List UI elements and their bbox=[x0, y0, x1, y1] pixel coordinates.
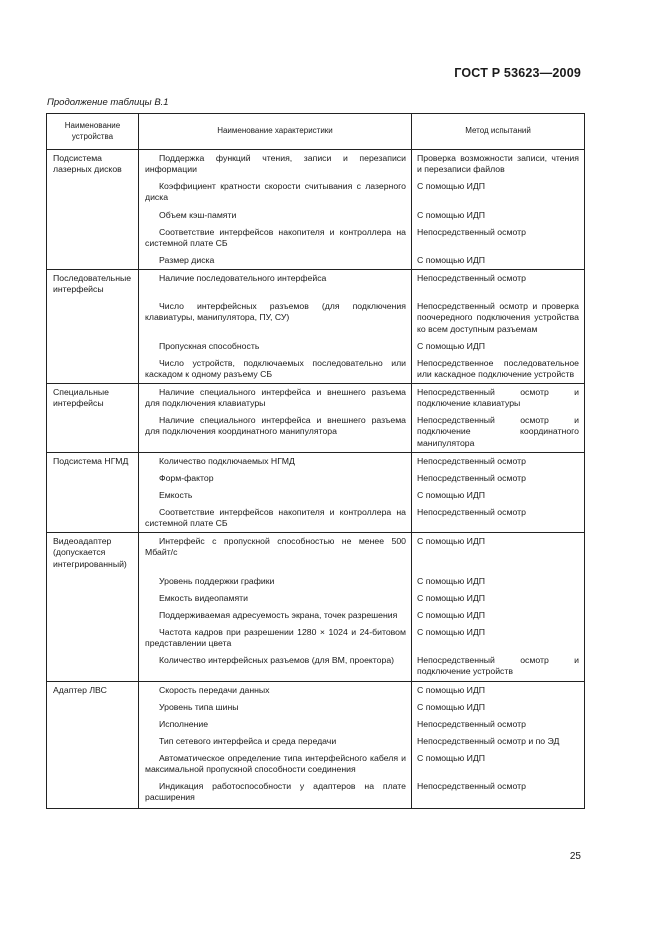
test-method-cell: Непосредственный осмотр и подключение координатного манипулятора bbox=[412, 412, 585, 452]
device-continuation-cell bbox=[47, 355, 139, 384]
test-method-cell: Непосредственный осмотр bbox=[412, 470, 585, 487]
table-row bbox=[47, 298, 585, 337]
characteristic-cell: Количество интерфейсных разъемов (для ВМ, проектора) bbox=[139, 652, 412, 681]
device-continuation-cell bbox=[47, 750, 139, 778]
characteristic-cell: Поддержка функций чтения, записи и перезаписи информации bbox=[139, 150, 412, 179]
test-method-cell: Непосредственный осмотр bbox=[412, 778, 585, 808]
device-continuation-cell bbox=[47, 733, 139, 750]
device-continuation-cell bbox=[47, 652, 139, 681]
device-continuation-cell bbox=[47, 412, 139, 452]
test-method-cell: Непосредственный осмотр и по ЭД bbox=[412, 733, 585, 750]
table-row bbox=[47, 716, 585, 733]
test-method-cell: Непосредственный осмотр и проверка поочередного подключения устройства ко всем доступным разъемам bbox=[412, 298, 585, 337]
table-row bbox=[47, 652, 585, 681]
test-method-cell: Непосредственный осмотр bbox=[412, 504, 585, 533]
characteristic-cell: Уровень типа шины bbox=[139, 699, 412, 716]
characteristic-cell: Соответствие интерфейсов накопителя и контроллера на системной плате СБ bbox=[139, 224, 412, 252]
characteristic-cell: Наличие специального интерфейса и внешнего разъема для подключения координатного манипулятора bbox=[139, 412, 412, 452]
test-method-cell: Непосредственный осмотр и подключение клавиатуры bbox=[412, 384, 585, 413]
characteristic-cell: Емкость видеопамяти bbox=[139, 590, 412, 607]
device-continuation-cell bbox=[47, 504, 139, 533]
column-header-method: Метод испытаний bbox=[412, 114, 585, 150]
characteristic-cell: Частота кадров при разрешении 1280 × 1024 и 24-битовом представлении цвета bbox=[139, 624, 412, 652]
table-row bbox=[47, 733, 585, 750]
device-continuation-cell bbox=[47, 716, 139, 733]
test-method-cell: Непосредственный осмотр bbox=[412, 270, 585, 299]
device-continuation-cell bbox=[47, 298, 139, 337]
device-continuation-cell bbox=[47, 573, 139, 590]
device-name-cell: Последовательные интерфейсы bbox=[47, 270, 139, 299]
table-row bbox=[47, 178, 585, 206]
device-name-cell: Специальные интерфейсы bbox=[47, 384, 139, 413]
test-method-cell: С помощью ИДП bbox=[412, 178, 585, 206]
test-method-cell: С помощью ИДП bbox=[412, 699, 585, 716]
characteristic-cell: Объем кэш-памяти bbox=[139, 207, 412, 224]
device-continuation-cell bbox=[47, 338, 139, 355]
test-method-cell: С помощью ИДП bbox=[412, 252, 585, 270]
characteristic-cell: Число интерфейсных разъемов (для подключения клавиатуры, манипулятора, ПУ, СУ) bbox=[139, 298, 412, 337]
table-row bbox=[47, 533, 585, 573]
characteristic-cell: Уровень поддержки графики bbox=[139, 573, 412, 590]
test-method-cell: С помощью ИДП bbox=[412, 681, 585, 699]
characteristic-cell: Размер диска bbox=[139, 252, 412, 270]
test-method-cell: С помощью ИДП bbox=[412, 590, 585, 607]
characteristic-cell: Форм-фактор bbox=[139, 470, 412, 487]
table-row bbox=[47, 355, 585, 384]
characteristic-cell: Поддерживаемая адресуемость экрана, точек разрешения bbox=[139, 607, 412, 624]
device-continuation-cell bbox=[47, 252, 139, 270]
test-method-cell: Непосредственный осмотр bbox=[412, 452, 585, 470]
test-method-cell: Непосредственный осмотр и подключение устройств bbox=[412, 652, 585, 681]
table-row bbox=[47, 504, 585, 533]
table-row bbox=[47, 207, 585, 224]
table-row bbox=[47, 270, 585, 299]
test-method-cell: Непосредственный осмотр bbox=[412, 716, 585, 733]
characteristic-cell: Емкость bbox=[139, 487, 412, 504]
characteristic-cell: Индикация работоспособности у адаптеров на плате расширения bbox=[139, 778, 412, 808]
device-continuation-cell bbox=[47, 607, 139, 624]
table-header-row bbox=[47, 114, 585, 150]
characteristic-cell: Исполнение bbox=[139, 716, 412, 733]
device-continuation-cell bbox=[47, 487, 139, 504]
characteristic-cell: Соответствие интерфейсов накопителя и контроллера на системной плате СБ bbox=[139, 504, 412, 533]
test-method-cell: С помощью ИДП bbox=[412, 338, 585, 355]
table-body bbox=[47, 150, 585, 809]
table-row bbox=[47, 487, 585, 504]
characteristic-cell: Пропускная способность bbox=[139, 338, 412, 355]
table-row bbox=[47, 699, 585, 716]
test-method-cell: С помощью ИДП bbox=[412, 607, 585, 624]
table-row bbox=[47, 607, 585, 624]
column-header-characteristic: Наименование характеристики bbox=[139, 114, 412, 150]
table-continuation-label: Продолжение таблицы В.1 bbox=[47, 97, 169, 108]
test-method-cell: С помощью ИДП bbox=[412, 750, 585, 778]
page-number: 25 bbox=[569, 851, 581, 862]
test-method-cell: С помощью ИДП bbox=[412, 207, 585, 224]
test-method-cell: Непосредственное последовательное или каскадное подключение устройств bbox=[412, 355, 585, 384]
table-row bbox=[47, 338, 585, 355]
characteristics-table bbox=[46, 113, 585, 809]
table-row bbox=[47, 750, 585, 778]
device-continuation-cell bbox=[47, 699, 139, 716]
device-continuation-cell bbox=[47, 778, 139, 808]
standard-code: ГОСТ Р 53623—2009 bbox=[454, 66, 581, 80]
device-continuation-cell bbox=[47, 178, 139, 206]
device-continuation-cell bbox=[47, 224, 139, 252]
table-row bbox=[47, 412, 585, 452]
characteristic-cell: Наличие последовательного интерфейса bbox=[139, 270, 412, 299]
characteristic-cell: Количество подключаемых НГМД bbox=[139, 452, 412, 470]
column-header-device: Наименование устройства bbox=[47, 114, 139, 150]
characteristic-cell: Тип сетевого интерфейса и среда передачи bbox=[139, 733, 412, 750]
test-method-cell: С помощью ИДП bbox=[412, 573, 585, 590]
characteristic-cell: Автоматическое определение типа интерфейсного кабеля и максимальной пропускной способности соединения bbox=[139, 750, 412, 778]
table-row bbox=[47, 624, 585, 652]
characteristic-cell: Интерфейс с пропускной способностью не менее 500 Мбайт/с bbox=[139, 533, 412, 573]
device-name-cell: Адаптер ЛВС bbox=[47, 681, 139, 699]
device-continuation-cell bbox=[47, 590, 139, 607]
table-row bbox=[47, 252, 585, 270]
test-method-cell: С помощью ИДП bbox=[412, 487, 585, 504]
characteristic-cell: Коэффициент кратности скорости считывания с лазерного диска bbox=[139, 178, 412, 206]
test-method-cell: Проверка возможности записи, чтения и перезаписи файлов bbox=[412, 150, 585, 179]
characteristic-cell: Скорость передачи данных bbox=[139, 681, 412, 699]
device-name-cell: Подсистема лазерных дисков bbox=[47, 150, 139, 179]
table-row bbox=[47, 150, 585, 179]
table-row bbox=[47, 384, 585, 413]
table-row bbox=[47, 573, 585, 590]
table-row bbox=[47, 224, 585, 252]
device-continuation-cell bbox=[47, 470, 139, 487]
characteristic-cell: Число устройств, подключаемых последовательно или каскадом к одному разъему СБ bbox=[139, 355, 412, 384]
test-method-cell: С помощью ИДП bbox=[412, 624, 585, 652]
device-name-cell: Подсистема НГМД bbox=[47, 452, 139, 470]
table-row bbox=[47, 452, 585, 470]
device-continuation-cell bbox=[47, 624, 139, 652]
table-row bbox=[47, 778, 585, 808]
characteristic-cell: Наличие специального интерфейса и внешнего разъема для подключения клавиатуры bbox=[139, 384, 412, 413]
device-name-cell: Видеоадаптер (допускается интегрированный) bbox=[47, 533, 139, 573]
table-row bbox=[47, 681, 585, 699]
table-row bbox=[47, 590, 585, 607]
test-method-cell: С помощью ИДП bbox=[412, 533, 585, 573]
test-method-cell: Непосредственный осмотр bbox=[412, 224, 585, 252]
table-row bbox=[47, 470, 585, 487]
device-continuation-cell bbox=[47, 207, 139, 224]
